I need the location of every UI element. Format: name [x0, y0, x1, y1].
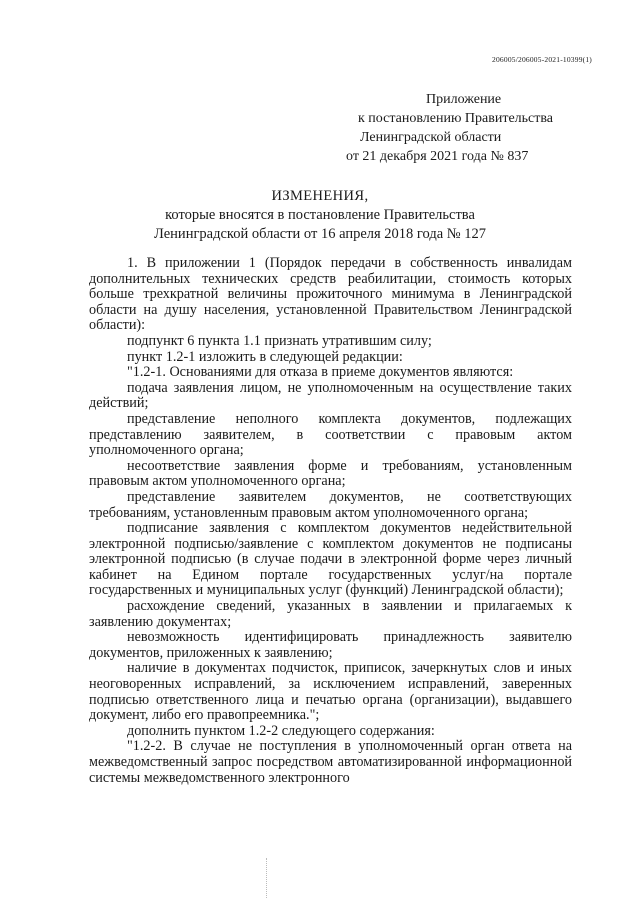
paragraph: 1. В приложении 1 (Порядок передачи в собственность инвалидам дополнительных технических средств реабилитации, стоимость которых больше трехкратной величины прожиточного минимума в Ленинградской области на душу населения, установленной Правительством Ленинградской области):	[89, 255, 572, 334]
paragraph: представление неполного комплекта документов, подлежащих представлению заявителем, в соответствии с правовым актом уполномоченного органа;	[89, 410, 572, 459]
paragraph: "1.2-2. В случае не поступления в уполномоченный орган ответа на межведомственный запрос посредством автоматизированной информационной системы межведомственного электронного	[89, 738, 572, 786]
appendix-block	[346, 90, 553, 166]
heading-subtitle: которые вносятся в постановление Правительства	[165, 207, 475, 223]
appendix-line: к постановлению Правительства	[358, 111, 554, 126]
paragraph: наличие в документах подчисток, приписок, зачеркнутых слов и иных неоговоренных исправлений, за исключением исправлений, заверенных подписью ответственного лица и печатью органа (организации), выдавшего документ, либо его правопреемника.";	[89, 660, 572, 724]
document-body	[89, 256, 572, 786]
paragraph: представление заявителем документов, не соответствующих требованиям, установленным правовым актом уполномоченного органа;	[89, 488, 572, 521]
paragraph: "1.2-1. Основаниями для отказа в приеме документов являются:	[127, 364, 514, 381]
paragraph: подписание заявления с комплектом документов недействительной электронной подписью/заявление с комплектом документов не подписаны электронной подписью (в случае подачи в электронной форме через личный кабинет на Едином портале государственных услуг/на портале государственных и муниципальных услуг (функций) Ленинградской области);	[89, 520, 572, 599]
appendix-line: Ленинградской области	[360, 130, 502, 145]
paragraph: дополнить пунктом 1.2-2 следующего содержания:	[127, 722, 435, 739]
paragraph: невозможность идентифицировать принадлежность заявителю документов, приложенных к заявлению;	[89, 629, 572, 661]
appendix-line: Приложение	[426, 92, 502, 107]
document-heading	[0, 187, 640, 244]
appendix-line: от 21 декабря 2021 года № 837	[346, 149, 529, 164]
heading-subtitle: Ленинградской области от 16 апреля 2018 года № 127	[154, 226, 486, 242]
paragraph: подача заявления лицом, не уполномоченным на осуществление таких действий;	[89, 379, 572, 412]
document-id: 206005/206005-2021-10399(1)	[492, 55, 592, 64]
paragraph: расхождение сведений, указанных в заявлении и прилагаемых к заявлению документах;	[89, 598, 572, 630]
heading-title: ИЗМЕНЕНИЯ,	[271, 188, 369, 204]
paragraph: пункт 1.2-1 изложить в следующей редакции:	[127, 348, 403, 365]
paragraph: подпункт 6 пункта 1.1 признать утратившим силу;	[127, 332, 432, 349]
binding-mark	[266, 858, 269, 898]
paragraph: несоответствие заявления форме и требованиям, установленным правовым актом уполномоченного органа;	[89, 457, 572, 490]
